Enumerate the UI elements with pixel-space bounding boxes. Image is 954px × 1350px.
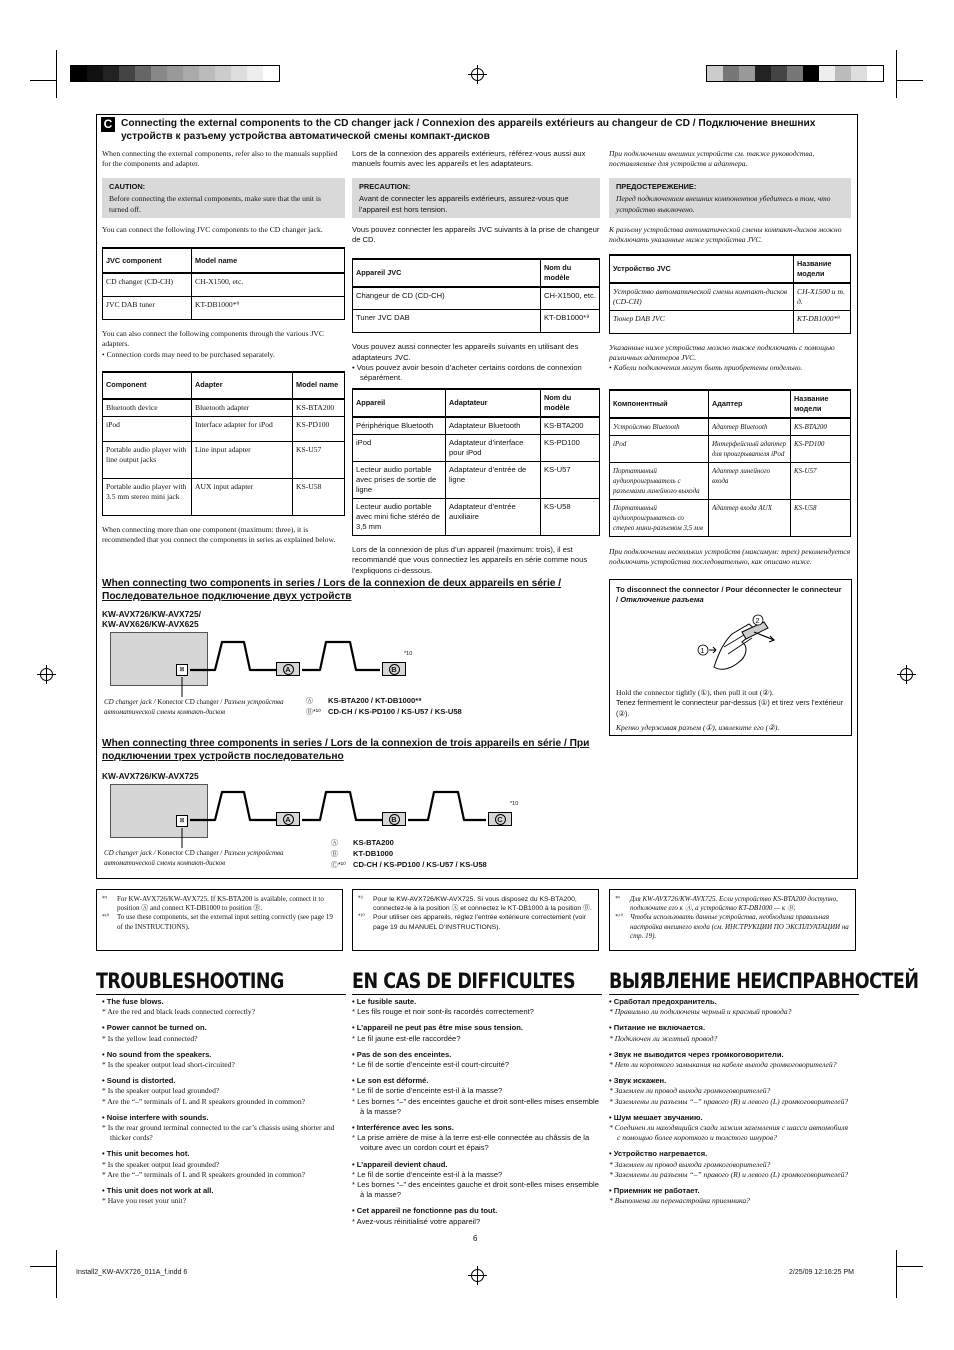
caption-fr: Konector CD changer / [157, 698, 225, 706]
troubleshooting-title-en: TROUBLESHOOTING [96, 970, 284, 994]
adapter-intro: You can also connect the following components through the various JVC adapters. [102, 328, 324, 349]
two-series-models [102, 609, 201, 629]
footnote [615, 913, 850, 941]
table-cell: KT-DB1000*⁹ [192, 296, 345, 319]
problem-item: • This unit becomes hot. [102, 1149, 190, 1159]
footnote-mark: *¹⁰ [102, 914, 110, 921]
table-cell: Адаптер Bluetooth [709, 418, 791, 436]
series-note: Lors de la connexion de plus d’un appareil (maximum: trois), il est recommandé que vous connectiez les appareils en série comme nous l’expliquons ci-dessous. [352, 544, 588, 575]
table-cell: KS-U58 [541, 498, 600, 535]
table-cell: Тюнер DAB JVC [610, 310, 794, 333]
table-header: Устройство JVC [610, 255, 794, 283]
crop-mark [897, 1266, 923, 1267]
table-header: Название модели [794, 255, 851, 283]
head-unit [110, 632, 208, 686]
adapter-bullet: • Кабели подключения могут быть приобретены отдельно. [609, 363, 803, 373]
caution-box [352, 178, 600, 218]
problem-item: • Звук искажен. [609, 1076, 667, 1086]
adapter-bullet-text: Vous pouvez avoir besoin d’acheter certains cordons de connexion séparément. [356, 362, 582, 383]
problem-item: • Устройство нагревается. [609, 1149, 708, 1159]
registration-mark [471, 68, 484, 81]
table-cell: Устройство автоматической смены компакт-дисков (CD-CH) [610, 283, 794, 311]
caution-text: Avant de connecter les appareils extérieurs, assurez-vous que l’appareil est hors tension. [359, 194, 569, 214]
caution-text: Перед подключением внешних компонентов убедитесь в том, что устройство выключено. [616, 194, 831, 214]
disconnect-title [616, 585, 845, 606]
problem-item: • L’appareil devient chaud. [352, 1159, 448, 1169]
section-badge: C [101, 117, 115, 132]
adapter-bullet: • Vous pouvez avoir besoin d’acheter certains cordons de connexion séparément. [352, 362, 582, 383]
three-series-heading: When connecting three components in series / Lors de la connexion de trois appareils en série / При подключении трех устройств последовательно [102, 738, 590, 762]
intro-text: Lors de la connexion des appareils extérieurs, référez-vous aussi aux manuels fournis avec les appareils et les adaptateurs. [352, 149, 586, 169]
table-cell: KS-BTA200 [791, 418, 851, 436]
solution-item: * La prise arrière de mise à la terre est-elle connectée au châssis de la voiture avec un cordon court et épais? [352, 1133, 590, 1153]
french-column [352, 149, 600, 576]
table-header: Название модели [791, 390, 851, 418]
crop-mark [897, 80, 923, 81]
solution-item: * Правильно ли подключены черный и красный провода? [609, 1007, 792, 1017]
table-cell: KS-U58 [293, 478, 345, 515]
date-slug: 2/25/09 12:16:25 PM [789, 1269, 854, 1276]
crop-mark [56, 50, 57, 98]
adapter-b-box: B [382, 812, 406, 826]
table-header: Nom du modèle [541, 259, 600, 287]
english-column [102, 149, 345, 546]
table-cell: KS-PD100 [791, 435, 851, 462]
footnote [358, 895, 593, 913]
problem-item: • Сработал предохранитель. [609, 997, 717, 1006]
caption-fr: Konector CD changer / [157, 849, 225, 857]
footnote-text: Чтобы использовать данные устройства, необходима правильная настройка внешнего входа (см. ИНСТРУКЦИИ ПО ЭКСПЛУАТАЦИИ на стр. 19). [630, 913, 849, 940]
svg-text:1: 1 [700, 648, 705, 655]
caption-ru: Разъем устройства автоматической смены компакт-дисков [104, 698, 284, 716]
adapter-intro: Vous pouvez aussi connecter les appareils suivants en utilisant des adaptateurs JVC. [352, 342, 579, 362]
disconnect-instructions [616, 688, 848, 733]
problem-item: • Le fusible saute. [352, 997, 417, 1006]
disconnect-en: Hold the connector tightly (①), then pull it out (②). [616, 688, 774, 697]
solution-item: * Are the “–” terminals of L and R speakers grounded in common? [102, 1169, 306, 1179]
footnote-text: For KW-AVX726/KW-AVX725. If KS-BTA200 is available, connect it to position Ⓐ and connect KT-DB1000 to position Ⓑ. [117, 895, 324, 913]
registration-mark [40, 668, 53, 681]
footnotes-ru [609, 889, 856, 951]
legend-key: Ⓑ [331, 851, 338, 858]
footnotes-fr [352, 889, 599, 951]
registration-mark [471, 1269, 484, 1282]
table-cell: Changeur de CD (CD-CH) [353, 287, 541, 310]
table-cell: Adaptateur d’entrée de ligne [446, 461, 541, 498]
model-line: KW-AVX726/KW-AVX725/ [102, 609, 201, 619]
table-header: Component [103, 372, 192, 399]
troubleshooting-list-fr [352, 997, 600, 1227]
series-note: When connecting more than one component (maximum: three), it is recommended that you connect the components in series as explained below. [102, 524, 336, 545]
footnote-mark: *⁹ [102, 896, 108, 902]
model-line: KW-AVX626/KW-AVX625 [102, 619, 199, 629]
problem-item: • Sound is distorted. [102, 1076, 176, 1086]
table-cell: iPod [103, 416, 192, 441]
two-series-legend [306, 696, 462, 718]
table-cell: JVC DAB tuner [103, 296, 192, 319]
solution-item: * Les bornes “–” des enceintes gauche et droit sont-elles mises ensemble à la masse? [352, 1180, 599, 1200]
table-cell: KS-BTA200 [541, 417, 600, 435]
footnote-ref: *10 [510, 801, 519, 807]
problem-item: • Pas de son des enceintes. [352, 1049, 452, 1059]
table-header: Adaptateur [446, 389, 541, 417]
legend-item [331, 838, 487, 849]
table-cell: Portable audio player with 3.5 mm stereo mini jack [103, 478, 192, 515]
legend-item [331, 860, 487, 871]
jvc-component-table [352, 258, 600, 334]
table-header: Model name [192, 248, 345, 273]
table-header: Nom du modèle [541, 389, 600, 417]
table-cell: Bluetooth adapter [192, 399, 293, 417]
adapter-table [102, 371, 345, 516]
solution-item: * Подключен ли желтый провод? [609, 1033, 718, 1043]
table-header: Adapter [192, 372, 293, 399]
caution-label: CAUTION: [109, 181, 146, 191]
cd-changer-jack-icon: ⊠ [176, 664, 188, 676]
caution-box [102, 178, 345, 218]
problem-item: • This unit does not work at all. [102, 1186, 214, 1196]
footnotes-en [96, 889, 343, 951]
table-cell: KS-U58 [791, 499, 851, 536]
crop-mark [56, 1250, 57, 1298]
solution-item: * Is the speaker output lead short-circuited? [102, 1060, 235, 1070]
table-cell: KT-DB1000*⁹ [794, 310, 851, 333]
troubleshooting-list-ru [609, 997, 851, 1206]
legend-text: CD-CH / KS-PD100 / KS-U57 / KS-U58 [328, 707, 462, 716]
table-cell: iPod [353, 434, 446, 461]
solution-item: * Заземлены ли разъемы “–” правого (R) и левого (L) громкоговорителей? [609, 1169, 849, 1179]
jvc-intro: К разъему устройства автоматической смены компакт-дисков можно подключать указанные ниже устройства JVC. [609, 224, 842, 245]
cd-changer-jack-icon: ⊠ [176, 815, 188, 827]
solution-item: * Нет ли короткого замыкания на кабеле выхода громкоговорителей? [609, 1060, 837, 1070]
solution-item: * Are the red and black leads connected correctly? [102, 1007, 256, 1017]
problem-item: • Шум мешает звучанию. [609, 1112, 703, 1122]
footnote-text: Pour le KW-AVX726/KW-AVX725. Si vous disposez du KS-BTA200, connectez-le à la position Ⓐ et connectez le KT-DB1000 à la position Ⓑ. [373, 896, 592, 913]
problem-item: • Interférence avec les sons. [352, 1123, 454, 1133]
section-heading: Connecting the external components to the CD changer jack / Connexion des appareils extérieurs au changeur de CD / Подключение внешних устройств к разъему устройства автоматической смены компакт-дисков [121, 118, 816, 142]
legend-item [306, 707, 462, 718]
disconnect-box [609, 579, 852, 736]
title-rule [609, 994, 859, 995]
adapter-bullet-text: Кабели подключения могут быть приобретены отдельно. [613, 363, 803, 373]
table-cell: KS-PD100 [541, 434, 600, 461]
cd-changer-jack-caption [104, 697, 294, 717]
table-cell: Adaptateur d’interface pour iPod [446, 434, 541, 461]
problem-item: • Power cannot be turned on. [102, 1023, 207, 1033]
solution-item: * Le fil de sortie d’enceinte est-il à la masse? [352, 1086, 503, 1096]
color-bar-left [70, 65, 280, 82]
legend-key: Ⓑ*¹⁰ [306, 709, 321, 716]
page-number: 6 [473, 1234, 478, 1243]
three-series-models: KW-AVX726/KW-AVX725 [102, 771, 199, 781]
crop-mark [896, 1250, 897, 1298]
disconnect-fr: Tenez fermement le connecteur par-dessus (①) et tirez vers l’extérieur (②). [616, 698, 844, 718]
table-header: Appareil JVC [353, 259, 541, 287]
adapter-intro: Указанные ниже устройства можно также подключать с помощью различных адаптеров JVC. [609, 342, 835, 363]
problem-item: • Звук не выводится через громкоговорители. [609, 1049, 784, 1059]
adapter-b-box: B [382, 662, 406, 676]
table-cell: Périphérique Bluetooth [353, 417, 446, 435]
troubleshooting-title-fr: EN CAS DE DIFFICULTES [352, 970, 576, 994]
legend-key: Ⓒ*¹⁰ [331, 862, 346, 869]
legend-item [331, 849, 487, 860]
problem-item: • No sound from the speakers. [102, 1049, 212, 1059]
adapter-bullet: • Connection cords may need to be purchased separately. [102, 349, 275, 359]
legend-text: KS-BTA200 / KT-DB1000*⁹ [328, 696, 422, 705]
table-cell: Adaptateur d’entrée auxiliaire [446, 498, 541, 535]
table-cell: Адаптер линейного входа [709, 462, 791, 499]
russian-column [609, 149, 851, 568]
solution-item: * Les fils rouge et noir sont-ils racordés correctement? [352, 1007, 534, 1017]
table-cell: Интерфейсный адаптер для проигрывателя iPod [709, 435, 791, 462]
footnote-ref: *10 [404, 651, 413, 657]
footnote [358, 913, 593, 931]
table-header: Appareil [353, 389, 446, 417]
table-cell: CH-X1500, etc. [192, 273, 345, 296]
cd-changer-jack-caption [104, 848, 294, 868]
footnote-mark: *¹⁰ [615, 914, 623, 921]
head-unit [110, 784, 208, 838]
title-ru: Отключение разъема [620, 595, 704, 605]
footnote-mark: *⁹ [358, 896, 363, 902]
jvc-component-table [609, 254, 851, 334]
two-series-heading: When connecting two components in series / Lors de la connexion de deux appareils en série / Последовательное подключение двух устройств [102, 578, 562, 602]
table-cell: Lecteur audio portable avec mini fiche stéréo de 3,5 mm [353, 498, 446, 535]
crop-mark [30, 1266, 56, 1267]
legend-key: Ⓐ [306, 698, 313, 705]
solution-item: * Is the speaker output lead grounded? [102, 1159, 220, 1169]
solution-item: * Заземлены ли разъемы “–” правого (R) и левого (L) громкоговорителей? [609, 1096, 849, 1106]
table-header: Адаптер [709, 390, 791, 418]
svg-text:2: 2 [755, 618, 760, 625]
footnote [615, 895, 850, 913]
table-cell: KS-BTA200 [293, 399, 345, 417]
table-cell: Interface adapter for iPod [192, 416, 293, 441]
adapter-c-box: C [488, 812, 512, 826]
caution-label: PRECAUTION: [359, 181, 411, 191]
legend-text: KS-BTA200 [353, 838, 394, 847]
legend-key: Ⓐ [331, 840, 338, 847]
problem-item: • Приемник не работает. [609, 1186, 700, 1196]
file-slug: Install2_KW-AVX726_011A_f.indd 6 [76, 1269, 188, 1276]
intro-text: When connecting the external components, refer also to the manuals supplied for the components and adapter. [102, 149, 338, 169]
caution-label: ПРЕДОСТЕРЕЖЕНИЕ: [616, 181, 697, 191]
legend-item [306, 696, 462, 707]
title-rule [96, 994, 346, 995]
solution-item: * Avez-vous réinitialisé votre appareil? [352, 1216, 481, 1226]
troubleshooting-list-en [102, 997, 342, 1206]
crop-mark [30, 80, 56, 81]
caption-ru: Разъем устройства автоматической смены компакт-дисков [104, 849, 284, 867]
adapter-table [609, 389, 851, 537]
title-rule [352, 994, 602, 995]
footnote-mark: *⁹ [615, 896, 621, 902]
table-cell: CD changer (CD-CH) [103, 273, 192, 296]
table-cell: CH-X1500 и т. д. [794, 283, 851, 311]
table-cell: KS-U57 [293, 441, 345, 478]
solution-item: * Have you reset your unit? [102, 1196, 187, 1206]
problem-item: • The fuse blows. [102, 997, 164, 1006]
footnote-text: Для KW-AVX726/KW-AVX725. Если устройство KS-BTA200 доступно, подключите его к Ⓐ, а устройство KT-DB1000 — к Ⓑ. [630, 895, 838, 913]
title-fr: Pour déconnecter le connecteur / [616, 585, 842, 605]
jvc-intro: You can connect the following JVC components to the CD changer jack. [102, 224, 323, 234]
jvc-component-table [102, 247, 345, 320]
footnote-text: To use these components, set the external input setting correctly (see page 19 of the INSTRUCTIONS). [117, 913, 333, 931]
footnote-text: Pour utiliser ces appareils, réglez l’entrée extérieure correctement (voir page 19 du MANUEL D’INSTRUCTIONS). [373, 914, 587, 931]
jvc-intro: Vous pouvez connecter les appareils JVC suivants à la prise de changeur de CD. [352, 224, 600, 245]
intro-text: При подключении внешних устройств см. также руководства, поставляемые для устройств и адаптера. [609, 149, 815, 169]
three-series-legend [331, 838, 487, 871]
table-cell: AUX input adapter [192, 478, 293, 515]
adapter-a-box: A [276, 812, 300, 826]
series-note: При подключении нескольких устройств (максимум: трех) рекомендуется подключить устройства последовательно, как описано ниже. [609, 546, 851, 567]
color-bar-right [706, 65, 884, 82]
table-cell: Adaptateur Bluetooth [446, 417, 541, 435]
adapter-a-box: A [276, 662, 300, 676]
title-en: To disconnect the connector / [616, 585, 726, 594]
table-cell: iPod [610, 435, 709, 462]
problem-item: • Le son est déformé. [352, 1076, 429, 1086]
solution-item: * Заземлен ли провод выхода громкоговорителей? [609, 1159, 771, 1169]
troubleshooting-title-ru: ВЫЯВЛЕНИЕ НЕИСПРАВНОСТЕЙ [609, 970, 919, 994]
problem-item: • Cet appareil ne fonctionne pas du tout. [352, 1206, 498, 1216]
table-header: JVC component [103, 248, 192, 273]
problem-item: • Питание не включается. [609, 1023, 706, 1033]
table-cell: Portable audio player with line output jacks [103, 441, 192, 478]
solution-item: * Are the “–” terminals of L and R speakers grounded in common? [102, 1096, 306, 1106]
caption-en: CD changer jack / [104, 698, 158, 706]
table-cell: KT-DB1000*⁹ [541, 310, 600, 333]
adapter-bullet-text: Connection cords may need to be purchased separately. [106, 349, 275, 359]
footnote [102, 913, 337, 931]
solution-item: * Соединен ли находящийся сзади зажим заземления с шасси автомобиля с помощью более короткого и толстого шнуров? [609, 1123, 849, 1143]
table-header: Компонентный [610, 390, 709, 418]
solution-item: * Заземлен ли провод выхода громкоговорителей? [609, 1086, 771, 1096]
solution-item: * Is the speaker output lead grounded? [102, 1086, 220, 1096]
disconnect-ru: Крепко удерживая разъем (①), извлеките его (②). [616, 722, 780, 732]
table-cell: Портативный аудиопроигрыватель со стерео мини-разъемом 3,5 мм [610, 499, 709, 536]
solution-item: * Le fil de sortie d’enceinte est-il à la masse? [352, 1169, 503, 1179]
registration-mark [900, 668, 913, 681]
table-cell: Портативный аудиопроигрыватель с разъемами линейного выхода [610, 462, 709, 499]
footnote [102, 895, 337, 913]
table-cell: Bluetooth device [103, 399, 192, 417]
table-cell: KS-U57 [541, 461, 600, 498]
table-cell: Адаптер входа AUX [709, 499, 791, 536]
table-header: Model name [293, 372, 345, 399]
solution-item: * Les bornes “–” des enceintes gauche et droit sont-elles mises ensemble à la masse? [352, 1096, 599, 1116]
footnote-mark: *¹⁰ [358, 914, 365, 921]
legend-text: KT-DB1000 [353, 849, 394, 858]
table-cell: CH-X1500, etc. [541, 287, 600, 310]
problem-item: • L’appareil ne peut pas être mise sous tension. [352, 1023, 524, 1033]
solution-item: * Le fil de sortie d’enceinte est-il court-circuité? [352, 1060, 510, 1070]
table-cell: KS-PD100 [293, 416, 345, 441]
table-cell: Tuner JVC DAB [353, 310, 541, 333]
table-cell: Устройство Bluetooth [610, 418, 709, 436]
table-cell: KS-U57 [791, 462, 851, 499]
caution-box [609, 178, 851, 218]
caution-text: Before connecting the external components, make sure that the unit is turned off. [109, 194, 321, 214]
problem-item: • Noise interfere with sounds. [102, 1112, 209, 1122]
adapter-table [352, 388, 600, 536]
hand-connector-icon [694, 612, 794, 682]
table-cell: Lecteur audio portable avec prises de sortie de ligne [353, 461, 446, 498]
solution-item: * Выполнена ли перенастройка приемника? [609, 1196, 750, 1206]
crop-mark [896, 50, 897, 98]
legend-text: CD-CH / KS-PD100 / KS-U57 / KS-U58 [353, 860, 487, 869]
solution-item: * Is the yellow lead connected? [102, 1033, 198, 1043]
table-cell: Line input adapter [192, 441, 293, 478]
solution-item: * Is the rear ground terminal connected to the car’s chassis using shorter and thicker cords? [102, 1123, 335, 1143]
solution-item: * Le fil jaune est-elle raccordée? [352, 1033, 461, 1043]
caption-en: CD changer jack / [104, 849, 158, 857]
